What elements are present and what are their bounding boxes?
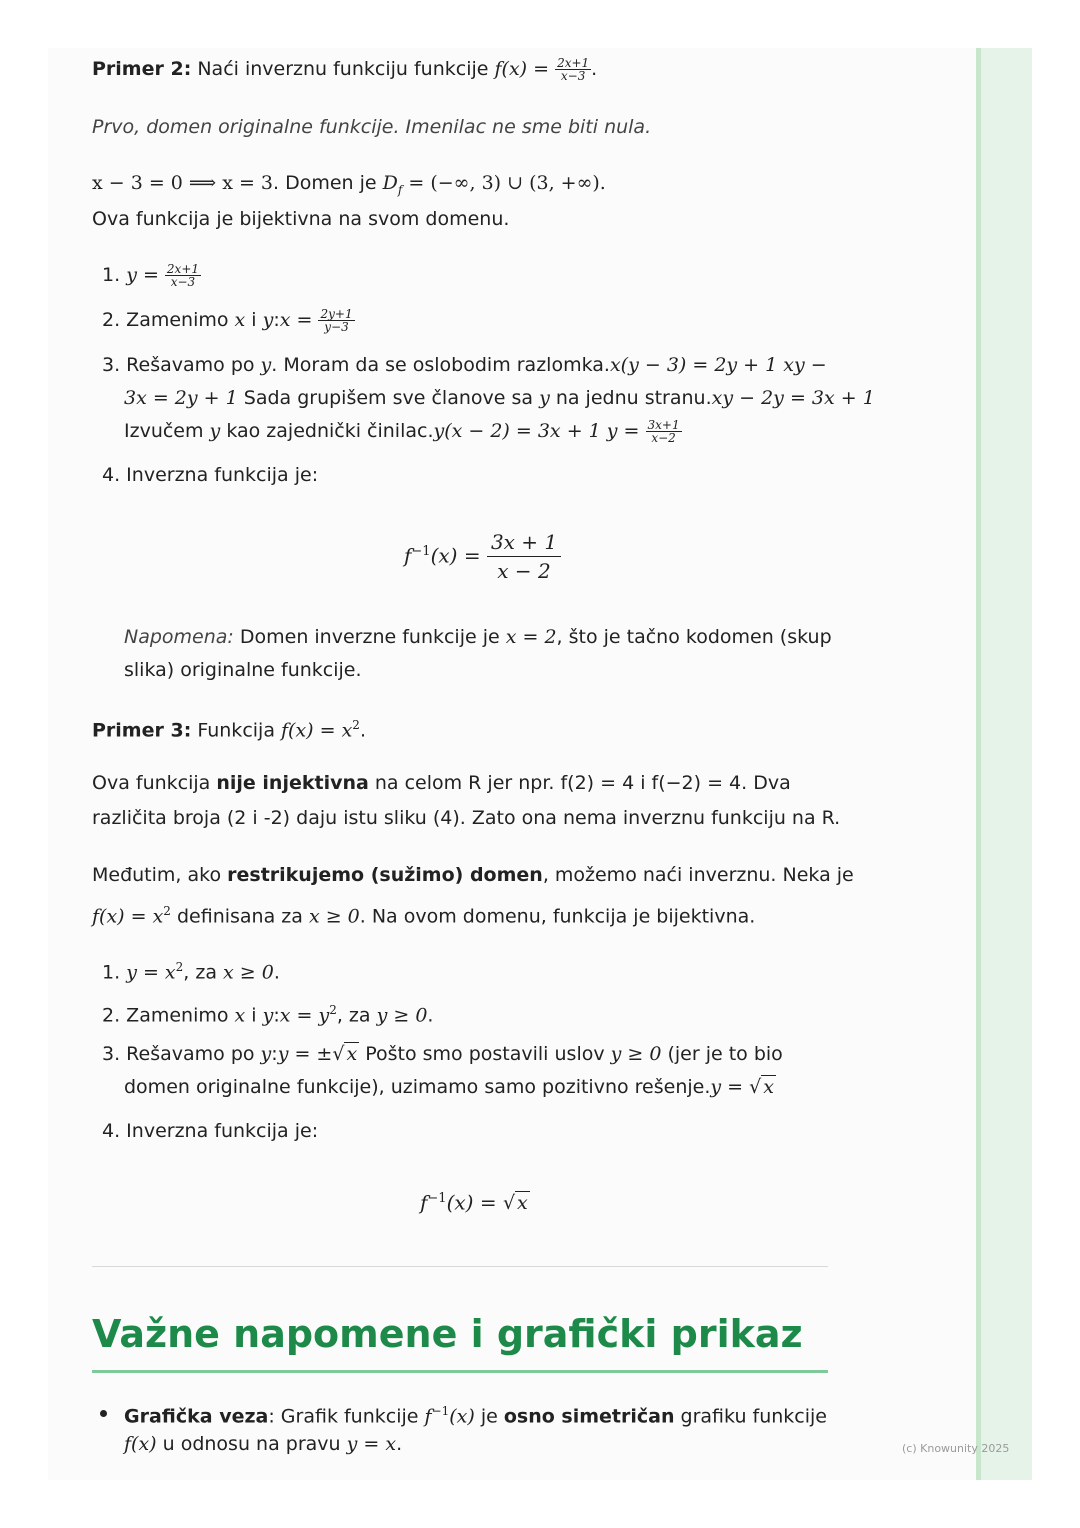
p3-step-3-line2: domen originalne funkcije), uzimamo samo pozitivno rešenje.y = √ x bbox=[124, 1070, 776, 1104]
napomena-line1: Napomena: Domen inverzne funkcije je x = 2, što je tačno kodomen (skup bbox=[124, 626, 832, 648]
sqrt-symbol: √ x bbox=[749, 1076, 774, 1098]
bijective-text: Ova funkcija je bijektivna na svom domenu. bbox=[92, 208, 510, 230]
section-title-underline bbox=[92, 1370, 828, 1373]
domain-line: x − 3 = 0 ⟹ x = 3. Domen je $D_f$ = (−∞, 3) ∪ (3, +∞). bbox=[92, 172, 606, 197]
step-1: 1. y = $\frac{2x+1}{x-3}$ bbox=[102, 262, 200, 289]
p3-step-4: 4. Inverzna funkcija je: bbox=[102, 1120, 319, 1142]
divider bbox=[92, 1266, 828, 1267]
primer3-para1-line2: različita broja (2 i -2) daju istu sliku (4). Zato ona nema inverznu funkciju na R. bbox=[92, 807, 841, 829]
p3-step-1: 1. $y = x^2$, za x ≥ 0. bbox=[102, 960, 280, 984]
step-3-line1: 3. Rešavamo po y. Moram da se oslobodim razlomka.x(y − 3) = 2y + 1 xy − bbox=[102, 354, 827, 376]
note-domain: Prvo, domen originalne funkcije. Imenilac ne sme biti nula. bbox=[92, 116, 652, 138]
step-3-line2: 3x = 2y + 1 Sada grupišem sve članove sa y na jednu stranu.xy − 2y = 3x + 1 bbox=[124, 387, 875, 409]
step-4: 4. Inverzna funkcija je: bbox=[102, 464, 319, 486]
primer3-heading: Primer 3: Funkcija $f(x) = x^2$. bbox=[92, 718, 366, 742]
fraction: $\frac{2x+1}{x-3}$ bbox=[166, 262, 200, 289]
napomena-line2: slika) originalne funkcije. bbox=[124, 659, 362, 681]
sqrt-symbol: √ x bbox=[332, 1043, 358, 1065]
bullet-1-line2: f(x) u odnosu na pravu y = x. bbox=[124, 1433, 403, 1455]
fraction: $\frac{3x+1}{x-2}$ bbox=[647, 418, 680, 445]
right-sidebar-strip bbox=[976, 48, 1032, 1480]
fraction: $\frac{2y+1}{y-3}$ bbox=[320, 307, 353, 334]
p3-step-2: 2. Zamenimo x i y:x = $y^2$, za y ≥ 0. bbox=[102, 1003, 434, 1027]
primer3-para1-line1: Ova funkcija nije injektivna na celom R jer npr. f(2) = 4 i f(−2) = 4. Dva bbox=[92, 772, 791, 794]
fraction: $\frac{3x + 1}{x - 2}$ bbox=[487, 528, 561, 585]
inverse-formula-primer3: $f^{-1}(x)$ = √ x bbox=[420, 1182, 530, 1220]
bullet-1-line1: Grafička veza: Grafik funkcije $f^{-1}(x)$ je osno simetričan grafiku funkcije bbox=[124, 1404, 827, 1428]
fraction: $\frac{2x+1}{x-3}$ bbox=[557, 56, 590, 83]
copyright-footer: (c) Knowunity 2025 bbox=[902, 1442, 1010, 1455]
sqrt-symbol: √ x bbox=[502, 1192, 528, 1215]
step-2: 2. Zamenimo x i y:x = $\frac{2y+1}{y-3}$ bbox=[102, 307, 353, 334]
primer2-heading: Primer 2: Naći inverznu funkciju funkcije f(x) = $\frac{2x+1}{x-3}$ . bbox=[92, 56, 598, 83]
inverse-formula-primer2: $f^{-1}(x)$ = $\frac{3x + 1}{x - 2}$ bbox=[404, 522, 561, 586]
primer3-para2-line1: Međutim, ako restrikujemo (sužimo) domen, možemo naći inverznu. Neka je bbox=[92, 864, 854, 886]
p3-step-3-line1: 3. Rešavamo po y:y = ±√ x Pošto smo postavili uslov y ≥ 0 (jer je to bio bbox=[102, 1037, 783, 1071]
primer3-para2-line2: $f(x) = x^2$ definisana za x ≥ 0. Na ovom domenu, funkcija je bijektivna. bbox=[92, 904, 756, 928]
section-title: Važne napomene i grafički prikaz bbox=[92, 1312, 803, 1356]
step-3-line3: Izvučem y kao zajednički činilac.y(x − 2) = 3x + 1 y = $\frac{3x+1}{x-2}$ bbox=[124, 418, 680, 445]
bullet-icon bbox=[100, 1410, 107, 1417]
